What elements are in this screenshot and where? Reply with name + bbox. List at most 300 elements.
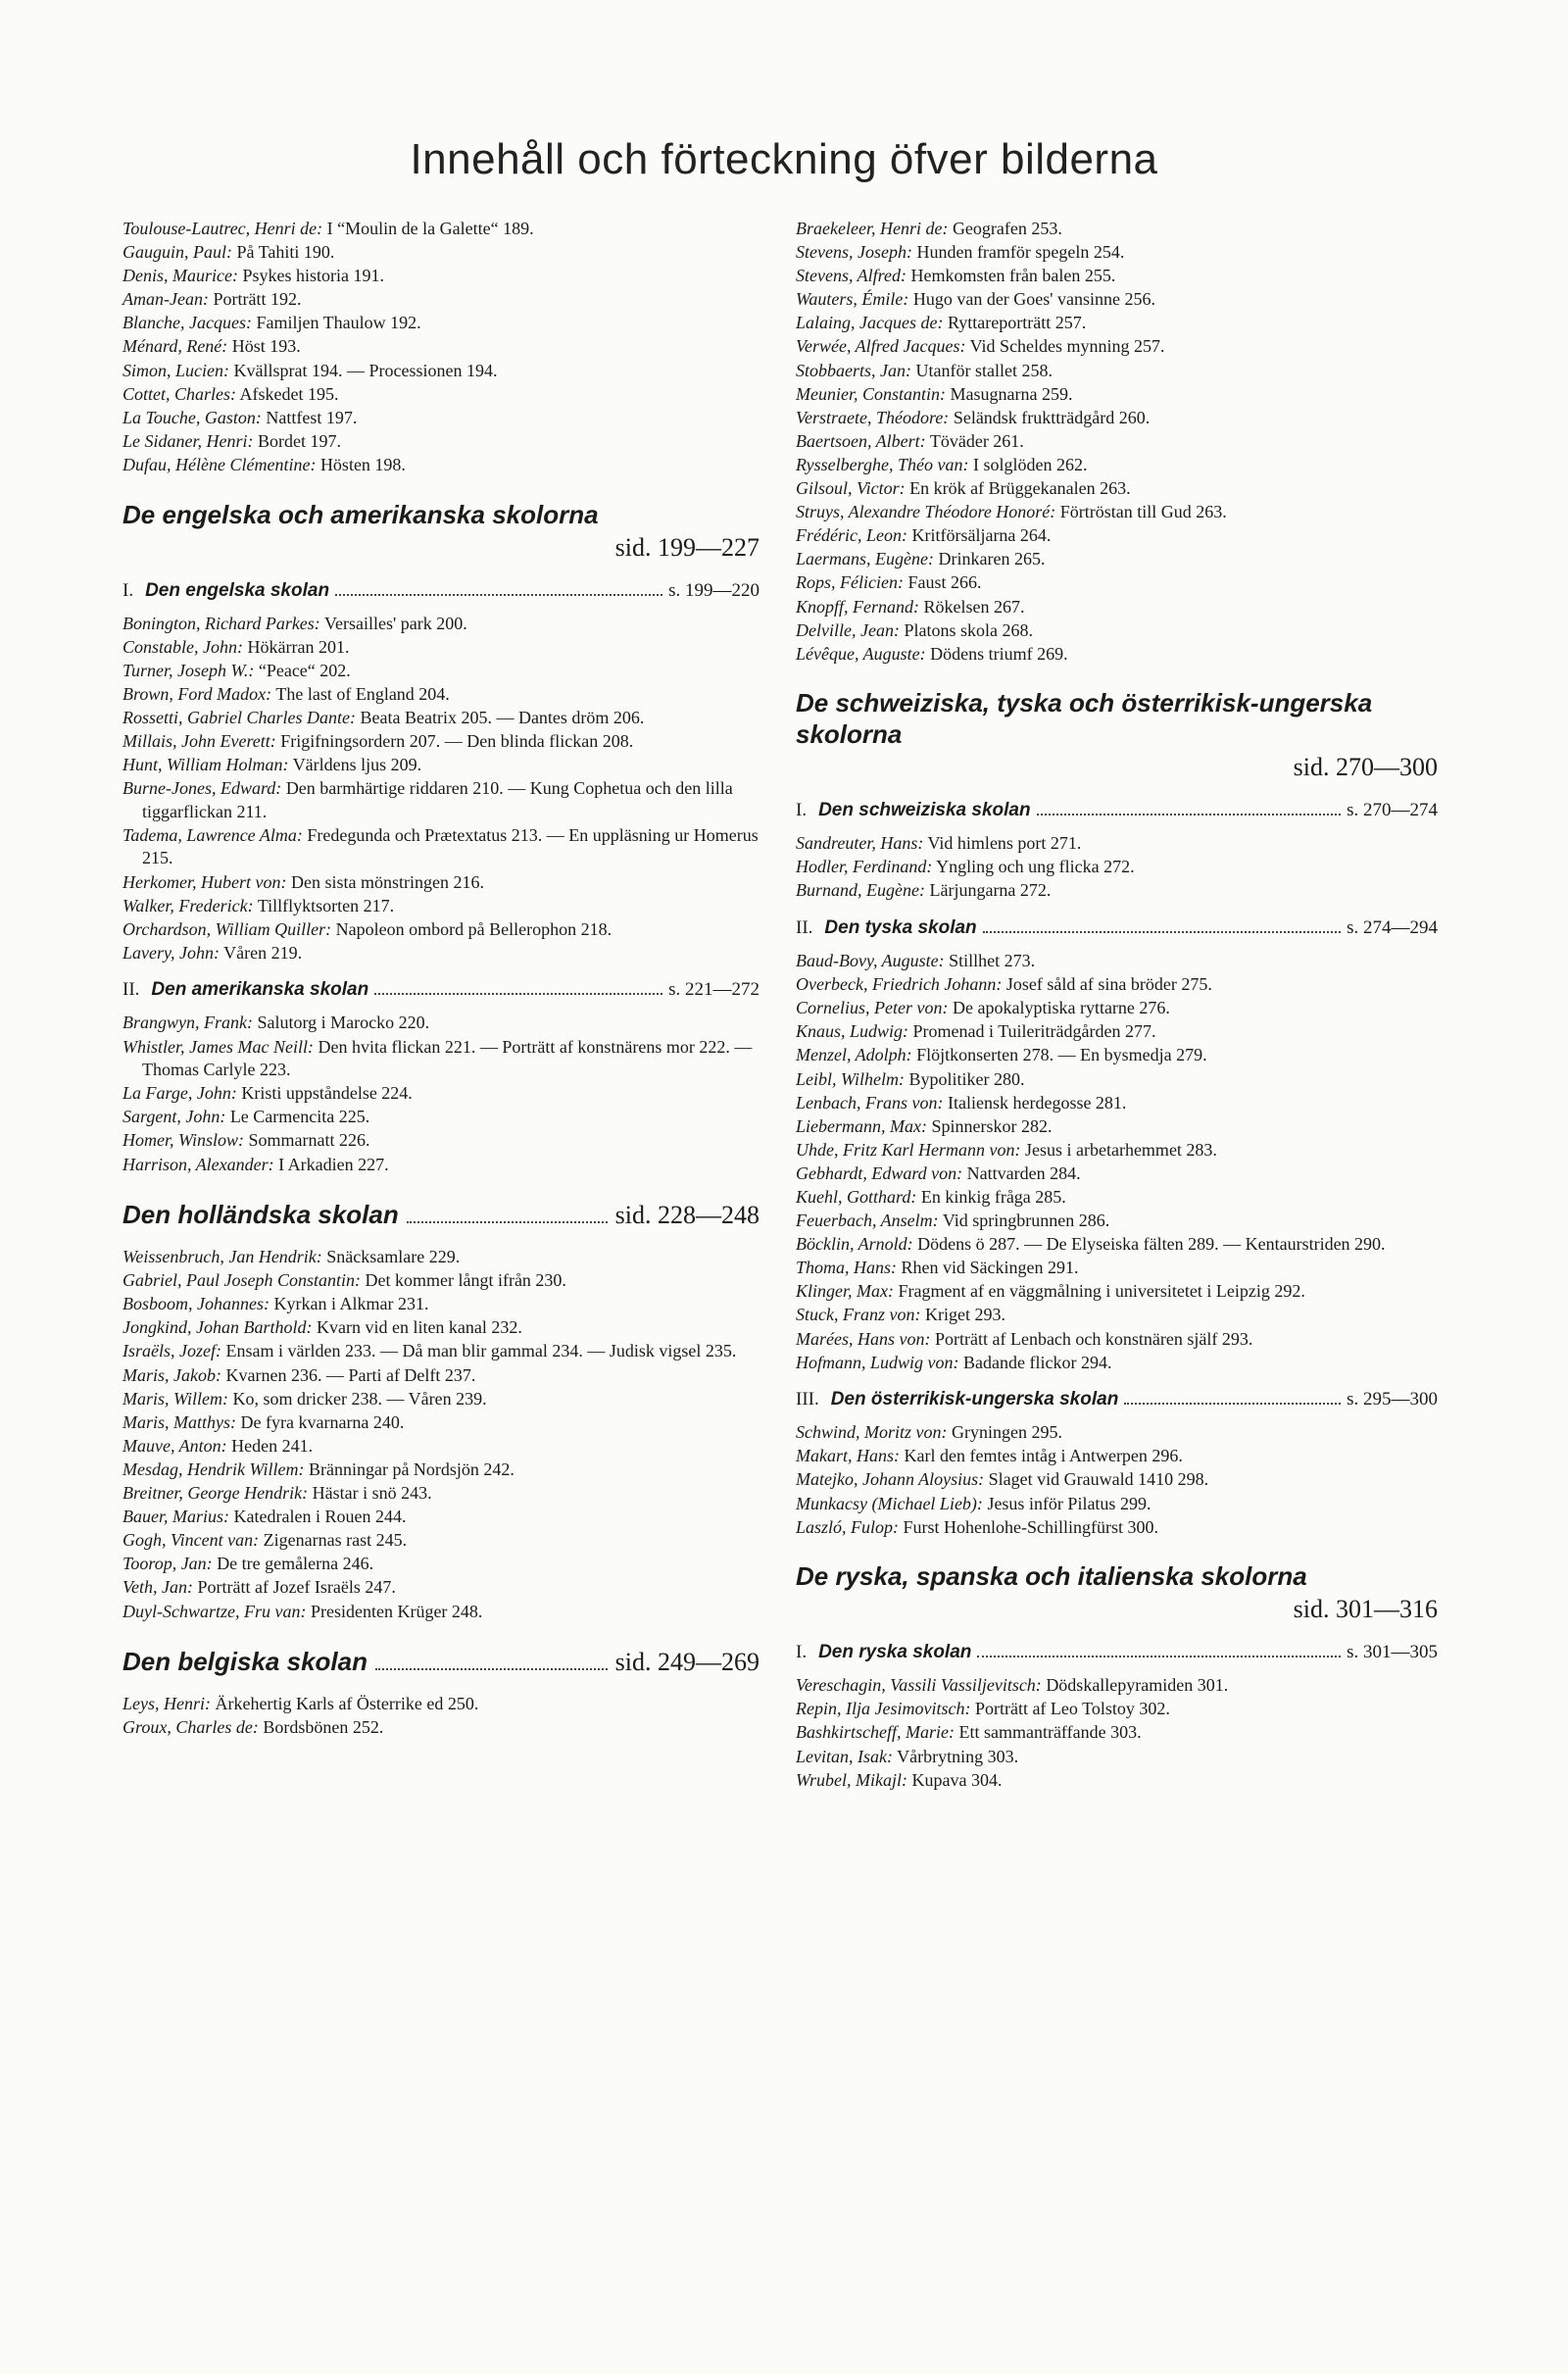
leader-dots bbox=[407, 1221, 608, 1223]
index-entry bbox=[796, 619, 1438, 643]
subsection-pages: s. 274—294 bbox=[1347, 917, 1438, 939]
index-entry bbox=[122, 660, 760, 683]
work-title: Porträtt af Leo Tolstoy 302. bbox=[974, 1699, 1170, 1719]
work-title: The last of England 204. bbox=[275, 683, 450, 704]
work-title: En krök af Brüggekanalen 263. bbox=[909, 478, 1131, 499]
work-title: En kinkig fråga 285. bbox=[920, 1187, 1066, 1207]
index-entry bbox=[122, 1364, 760, 1388]
artist-name: Leys, Henri: bbox=[122, 1694, 211, 1714]
index-entry bbox=[796, 832, 1438, 856]
work-title: Ett sammanträffande 303. bbox=[958, 1722, 1142, 1743]
work-title: Det kommer långt ifrån 230. bbox=[365, 1270, 566, 1291]
work-title: I solglöden 262. bbox=[972, 454, 1088, 474]
index-entry bbox=[796, 1468, 1438, 1492]
work-title: Den hvita flickan 221. — Porträtt af konstnärens mor 222. — Thomas Carlyle 223. bbox=[142, 1036, 753, 1080]
entries-belgian-continued bbox=[796, 218, 1438, 666]
index-entry bbox=[122, 1246, 760, 1269]
work-title: Yngling och ung flicka 272. bbox=[936, 857, 1135, 877]
section-pages: sid. 249—269 bbox=[614, 1648, 760, 1677]
work-title: Sommarnatt 226. bbox=[248, 1130, 370, 1151]
entries-french-continued bbox=[122, 218, 760, 477]
index-entry bbox=[796, 596, 1438, 619]
work-title: Fredegunda och Prætextatus 213. — En uppläsning ur Homerus 215. bbox=[142, 824, 759, 868]
work-title: Katedralen i Rouen 244. bbox=[233, 1507, 407, 1527]
work-title: Ärkehertig Karls af Österrike ed 250. bbox=[215, 1694, 479, 1714]
work-title: Hemkomsten från balen 255. bbox=[910, 266, 1116, 286]
artist-name: Delville, Jean: bbox=[796, 619, 900, 640]
artist-name: Verstraete, Théodore: bbox=[796, 407, 950, 427]
index-entry bbox=[122, 918, 760, 942]
work-title: Rhen vid Säckingen 291. bbox=[901, 1258, 1079, 1278]
artist-name: Sandreuter, Hans: bbox=[796, 833, 924, 854]
artist-name: Gogh, Vincent van: bbox=[122, 1530, 260, 1551]
index-entry bbox=[122, 265, 760, 288]
entries-english bbox=[122, 613, 760, 965]
index-entry bbox=[122, 288, 760, 312]
work-title: Jesus inför Pilatus 299. bbox=[987, 1493, 1152, 1513]
index-entry bbox=[122, 1553, 760, 1576]
leader-dots bbox=[1124, 1403, 1341, 1405]
subsection-title: Den engelska skolan bbox=[145, 579, 330, 601]
work-title: Kupava 304. bbox=[911, 1769, 1003, 1790]
index-entry bbox=[796, 1328, 1438, 1352]
index-entry bbox=[122, 241, 760, 265]
work-title: Nattvarden 284. bbox=[966, 1162, 1081, 1183]
index-entry bbox=[122, 1106, 760, 1129]
work-title: I “Moulin de la Galette“ 189. bbox=[326, 219, 534, 238]
artist-name: Rops, Félicien: bbox=[796, 572, 904, 593]
artist-name: Overbeck, Friedrich Johann: bbox=[796, 974, 1003, 995]
artist-name: Walker, Frederick: bbox=[122, 895, 254, 915]
index-entry bbox=[122, 824, 760, 870]
entries-russian bbox=[796, 1674, 1438, 1792]
index-entry bbox=[122, 1293, 760, 1316]
artist-name: Marées, Hans von: bbox=[796, 1328, 931, 1349]
work-title: Badande flickor 294. bbox=[963, 1352, 1112, 1372]
index-entry bbox=[796, 477, 1438, 501]
artist-name: Baertsoen, Albert: bbox=[796, 430, 926, 451]
artist-name: Maris, Jakob: bbox=[122, 1364, 221, 1385]
artist-name: Breitner, George Hendrik: bbox=[122, 1483, 309, 1504]
index-entry bbox=[796, 218, 1438, 241]
work-title: Afskedet 195. bbox=[239, 383, 339, 404]
work-title: Napoleon ombord på Bellerophon 218. bbox=[335, 918, 612, 939]
index-entry bbox=[796, 1115, 1438, 1139]
work-title: Versailles' park 200. bbox=[323, 613, 467, 633]
artist-name: Groux, Charles de: bbox=[122, 1717, 259, 1738]
work-title: Kvarnen 236. — Parti af Delft 237. bbox=[225, 1364, 476, 1385]
work-title: Kriget 293. bbox=[924, 1305, 1005, 1325]
artist-name: Repin, Ilja Jesimovitsch: bbox=[796, 1699, 971, 1719]
index-entry bbox=[796, 407, 1438, 430]
work-title: Ryttareporträtt 257. bbox=[947, 313, 1087, 333]
artist-name: Hodler, Ferdinand: bbox=[796, 857, 933, 877]
work-title: Faust 266. bbox=[907, 572, 982, 593]
index-entry bbox=[122, 383, 760, 407]
index-entry bbox=[122, 1482, 760, 1506]
artist-name: Cornelius, Peter von: bbox=[796, 998, 949, 1018]
artist-name: Whistler, James Mac Neill: bbox=[122, 1036, 314, 1057]
subsection-number: II. bbox=[796, 917, 813, 939]
work-title: Tillflyktsorten 217. bbox=[257, 895, 395, 915]
work-title: Bypolitiker 280. bbox=[908, 1068, 1025, 1089]
index-entry bbox=[122, 777, 760, 823]
subsection-pages: s. 301—305 bbox=[1347, 1642, 1438, 1663]
section-heading-english-american: De engelska och amerikanska skolorna bbox=[122, 499, 599, 529]
work-title: Masugnarna 259. bbox=[950, 383, 1073, 404]
index-entry bbox=[122, 1506, 760, 1529]
section-pages-english-american: sid. 199—227 bbox=[614, 532, 760, 562]
right-column bbox=[796, 218, 1438, 1793]
index-entry bbox=[796, 1516, 1438, 1540]
work-title: Lärjungarna 272. bbox=[929, 880, 1052, 901]
artist-name: Brown, Ford Madox: bbox=[122, 683, 272, 704]
artist-name: Feuerbach, Anselm: bbox=[796, 1211, 939, 1231]
index-entry bbox=[796, 1304, 1438, 1327]
index-entry bbox=[122, 407, 760, 430]
artist-name: Laszló, Fulop: bbox=[796, 1516, 900, 1537]
leader-dots bbox=[1037, 814, 1342, 816]
work-title: Nattfest 197. bbox=[266, 407, 358, 427]
work-title: Le Carmencita 225. bbox=[229, 1107, 370, 1127]
work-title: Ko, som dricker 238. — Våren 239. bbox=[232, 1388, 487, 1409]
work-title: Geografen 253. bbox=[952, 219, 1062, 238]
entries-austrian bbox=[796, 1421, 1438, 1539]
work-title: Snäcksamlare 229. bbox=[326, 1247, 461, 1267]
index-entry bbox=[122, 1340, 760, 1363]
artist-name: Laermans, Eugène: bbox=[796, 549, 934, 569]
index-entry bbox=[796, 856, 1438, 879]
index-entry bbox=[796, 1769, 1438, 1793]
work-title: Hunden framför spegeln 254. bbox=[916, 242, 1125, 263]
work-title: Bränningar på Nordsjön 242. bbox=[308, 1459, 514, 1479]
artist-name: Cottet, Charles: bbox=[122, 383, 236, 404]
index-entry bbox=[796, 1280, 1438, 1304]
index-entry bbox=[122, 1388, 760, 1411]
work-title: Kyrkan i Alkmar 231. bbox=[273, 1294, 429, 1314]
work-title: Höst 193. bbox=[231, 336, 301, 357]
section-heading-belgian bbox=[122, 1647, 760, 1677]
artist-name: Toorop, Jan: bbox=[122, 1554, 213, 1574]
index-entry bbox=[796, 1674, 1438, 1698]
index-entry bbox=[122, 613, 760, 636]
section-heading-russian-spanish-italian: De ryska, spanska och italienska skolorna bbox=[796, 1561, 1307, 1592]
index-entry bbox=[796, 1445, 1438, 1468]
section-title: Den holländska skolan bbox=[122, 1200, 399, 1230]
artist-name: Levitan, Isak: bbox=[796, 1746, 893, 1766]
artist-name: Wrubel, Mikajl: bbox=[796, 1769, 907, 1790]
artist-name: Millais, John Everett: bbox=[122, 731, 276, 751]
work-title: Gryningen 295. bbox=[952, 1422, 1062, 1443]
entries-german bbox=[796, 950, 1438, 1374]
index-entry bbox=[122, 895, 760, 918]
work-title: Ensam i världen 233. — Då man blir gammal 234. — Judisk vigsel 235. bbox=[225, 1341, 737, 1361]
subsection-pages: s. 295—300 bbox=[1347, 1389, 1438, 1410]
artist-name: Turner, Joseph W.: bbox=[122, 660, 255, 680]
work-title: Kristi uppståndelse 224. bbox=[241, 1083, 413, 1104]
leader-dots bbox=[375, 1668, 608, 1670]
artist-name: Denis, Maurice: bbox=[122, 266, 238, 286]
work-title: Den barmhärtige riddaren 210. — Kung Cophetua och den lilla tiggarflickan 211. bbox=[142, 778, 733, 821]
index-entry bbox=[122, 1036, 760, 1082]
artist-name: Rossetti, Gabriel Charles Dante: bbox=[122, 707, 356, 727]
artist-name: Orchardson, William Quiller: bbox=[122, 918, 332, 939]
work-title: Drinkaren 265. bbox=[938, 549, 1046, 569]
artist-name: Homer, Winslow: bbox=[122, 1130, 245, 1151]
artist-name: Bauer, Marius: bbox=[122, 1507, 229, 1527]
section-title: Den belgiska skolan bbox=[122, 1647, 368, 1677]
index-entry bbox=[122, 683, 760, 707]
section-heading-swiss-german-austrian: De schweiziska, tyska och österrikisk-ungerska skolorna bbox=[796, 688, 1373, 750]
work-title: De fyra kvarnarna 240. bbox=[240, 1411, 405, 1432]
work-title: Promenad i Tuileriträdgården 277. bbox=[912, 1021, 1156, 1042]
index-entry bbox=[122, 1459, 760, 1482]
index-entry bbox=[796, 1186, 1438, 1210]
artist-name: Mauve, Anton: bbox=[122, 1435, 227, 1456]
index-entry bbox=[122, 1411, 760, 1435]
index-entry bbox=[796, 1698, 1438, 1721]
index-entry bbox=[796, 997, 1438, 1020]
section-pages-russian-spanish-italian: sid. 301—316 bbox=[1293, 1595, 1438, 1624]
artist-name: Veth, Jan: bbox=[122, 1577, 193, 1598]
artist-name: Le Sidaner, Henri: bbox=[122, 430, 254, 451]
index-entry bbox=[122, 360, 760, 383]
work-title: Dödskallepyramiden 301. bbox=[1046, 1675, 1229, 1696]
index-entry bbox=[796, 1493, 1438, 1516]
index-entry bbox=[796, 1068, 1438, 1092]
work-title: Zigenarnas rast 245. bbox=[263, 1530, 408, 1551]
index-entry bbox=[796, 973, 1438, 997]
artist-name: Meunier, Constantin: bbox=[796, 383, 946, 404]
leader-dots bbox=[374, 993, 662, 995]
work-title: Spinnerskor 282. bbox=[931, 1115, 1053, 1136]
page-title: Innehåll och förteckning öfver bilderna bbox=[410, 135, 1158, 183]
artist-name: Rysselberghe, Théo van: bbox=[796, 454, 969, 474]
index-entry bbox=[796, 1233, 1438, 1257]
index-entry bbox=[796, 1044, 1438, 1067]
index-entry bbox=[122, 1012, 760, 1035]
index-entry bbox=[796, 643, 1438, 667]
section-pages: sid. 228—248 bbox=[614, 1201, 760, 1230]
work-title: Seländsk fruktträdgård 260. bbox=[953, 407, 1151, 427]
work-title: Jesus i arbetarhemmet 283. bbox=[1024, 1139, 1217, 1160]
artist-name: Kuehl, Gotthard: bbox=[796, 1187, 917, 1207]
artist-name: Knopff, Fernand: bbox=[796, 596, 919, 617]
artist-name: Blanche, Jacques: bbox=[122, 313, 252, 333]
artist-name: Böcklin, Arnold: bbox=[796, 1234, 913, 1255]
subsection-number: I. bbox=[122, 579, 134, 601]
index-entry bbox=[796, 383, 1438, 407]
subsection-pages: s. 270—274 bbox=[1347, 800, 1438, 821]
work-title: Psykes historia 191. bbox=[242, 266, 384, 286]
work-title: Hugo van der Goes' vansinne 256. bbox=[912, 289, 1156, 310]
artist-name: Lévêque, Auguste: bbox=[796, 643, 926, 664]
entries-belgian bbox=[122, 1693, 760, 1740]
work-title: De tre gemålerna 246. bbox=[217, 1554, 374, 1574]
artist-name: Duyl-Schwartze, Fru van: bbox=[122, 1601, 307, 1621]
artist-name: Hofmann, Ludwig von: bbox=[796, 1352, 959, 1372]
index-entry bbox=[796, 335, 1438, 359]
artist-name: Brangwyn, Frank: bbox=[122, 1013, 253, 1033]
index-entry bbox=[122, 1601, 760, 1624]
artist-name: Menzel, Adolph: bbox=[796, 1045, 912, 1065]
work-title: Töväder 261. bbox=[929, 430, 1024, 451]
index-entry bbox=[796, 312, 1438, 335]
artist-name: Bonington, Richard Parkes: bbox=[122, 613, 320, 633]
artist-name: Constable, John: bbox=[122, 636, 243, 657]
work-title: Salutorg i Marocko 220. bbox=[257, 1013, 430, 1033]
index-entry bbox=[122, 730, 760, 754]
work-title: I Arkadien 227. bbox=[278, 1154, 389, 1174]
index-entry bbox=[122, 1576, 760, 1600]
work-title: Beata Beatrix 205. — Dantes dröm 206. bbox=[360, 707, 645, 727]
artist-name: Lavery, John: bbox=[122, 942, 220, 963]
subsection-swiss bbox=[796, 799, 1438, 822]
artist-name: Gauguin, Paul: bbox=[122, 242, 232, 263]
artist-name: Stobbaerts, Jan: bbox=[796, 360, 911, 380]
artist-name: Liebermann, Max: bbox=[796, 1115, 927, 1136]
subsection-title: Den schweiziska skolan bbox=[818, 800, 1031, 821]
artist-name: Ménard, René: bbox=[122, 336, 228, 357]
artist-name: Gabriel, Paul Joseph Constantin: bbox=[122, 1270, 361, 1291]
index-entry bbox=[796, 524, 1438, 548]
work-title: Rökelsen 267. bbox=[923, 596, 1025, 617]
artist-name: Bosboom, Johannes: bbox=[122, 1294, 270, 1314]
entries-swiss bbox=[796, 832, 1438, 903]
index-entry bbox=[122, 454, 760, 477]
work-title: Bordsbönen 252. bbox=[263, 1717, 384, 1738]
work-title: Frigifningsordern 207. — Den blinda flickan 208. bbox=[280, 731, 634, 751]
entries-dutch bbox=[122, 1246, 760, 1623]
subsection-pages: s. 199—220 bbox=[668, 579, 760, 601]
index-entry bbox=[122, 1529, 760, 1553]
work-title: Furst Hohenlohe-Schillingfürst 300. bbox=[903, 1516, 1158, 1537]
artist-name: Aman-Jean: bbox=[122, 289, 209, 310]
index-entry bbox=[122, 1269, 760, 1293]
work-title: Kvarn vid en liten kanal 232. bbox=[316, 1317, 522, 1338]
work-title: Dödens triumf 269. bbox=[930, 643, 1068, 664]
work-title: Italiensk herdegosse 281. bbox=[947, 1092, 1127, 1113]
index-entry bbox=[796, 1721, 1438, 1745]
index-entry bbox=[796, 288, 1438, 312]
artist-name: Baud-Bovy, Auguste: bbox=[796, 951, 945, 971]
work-title: Vårbrytning 303. bbox=[897, 1746, 1019, 1766]
index-entry bbox=[796, 430, 1438, 454]
work-title: Vid springbrunnen 286. bbox=[942, 1211, 1110, 1231]
index-entry bbox=[796, 1352, 1438, 1375]
subsection-number: I. bbox=[796, 1642, 808, 1663]
work-title: Fragment af en väggmålning i universitetet i Leipzig 292. bbox=[898, 1281, 1305, 1302]
artist-name: Herkomer, Hubert von: bbox=[122, 871, 287, 892]
artist-name: Struys, Alexandre Théodore Honoré: bbox=[796, 502, 1056, 522]
artist-name: Burnand, Eugène: bbox=[796, 880, 925, 901]
artist-name: Maris, Matthys: bbox=[122, 1411, 236, 1432]
index-entry bbox=[796, 1020, 1438, 1044]
index-entry bbox=[122, 1154, 760, 1177]
work-title: Platons skola 268. bbox=[904, 619, 1033, 640]
artist-name: Tadema, Lawrence Alma: bbox=[122, 824, 303, 845]
subsection-title: Den ryska skolan bbox=[818, 1642, 972, 1663]
work-title: Vid Scheldes mynning 257. bbox=[969, 336, 1165, 357]
artist-name: Wauters, Émile: bbox=[796, 289, 909, 310]
artist-name: Stevens, Alfred: bbox=[796, 266, 906, 286]
index-entry bbox=[122, 942, 760, 965]
subsection-american bbox=[122, 978, 760, 1002]
leader-dots bbox=[335, 594, 662, 596]
index-entry bbox=[796, 1210, 1438, 1233]
index-entry bbox=[796, 1257, 1438, 1280]
work-title: De apokalyptiska ryttarne 276. bbox=[952, 998, 1170, 1018]
work-title: Stillhet 273. bbox=[949, 951, 1036, 971]
subsection-austrian bbox=[796, 1388, 1438, 1411]
work-title: På Tahiti 190. bbox=[236, 242, 335, 263]
index-entry bbox=[796, 548, 1438, 571]
work-title: Porträtt af Jozef Israëls 247. bbox=[197, 1577, 396, 1598]
work-title: Förtröstan till Gud 263. bbox=[1059, 502, 1227, 522]
index-entry bbox=[796, 1421, 1438, 1445]
artist-name: Burne-Jones, Edward: bbox=[122, 778, 282, 799]
index-entry bbox=[122, 312, 760, 335]
subsection-english bbox=[122, 579, 760, 603]
artist-name: Sargent, John: bbox=[122, 1107, 226, 1127]
index-entry bbox=[796, 501, 1438, 524]
artist-name: Verwée, Alfred Jacques: bbox=[796, 336, 966, 357]
artist-name: Simon, Lucien: bbox=[122, 360, 229, 380]
index-entry bbox=[796, 571, 1438, 595]
artist-name: La Farge, John: bbox=[122, 1083, 237, 1104]
artist-name: Jongkind, Johan Barthold: bbox=[122, 1317, 313, 1338]
entries-american bbox=[122, 1012, 760, 1176]
index-entry bbox=[122, 1129, 760, 1153]
artist-name: Leibl, Wilhelm: bbox=[796, 1068, 905, 1089]
artist-name: Thoma, Hans: bbox=[796, 1258, 898, 1278]
work-title: Dödens ö 287. — De Elyseiska fälten 289. — Kentaurstriden 290. bbox=[917, 1234, 1386, 1255]
subsection-title: Den tyska skolan bbox=[824, 917, 977, 939]
work-title: Den sista mönstringen 216. bbox=[290, 871, 484, 892]
artist-name: Gilsoul, Victor: bbox=[796, 478, 906, 499]
artist-name: Bashkirtscheff, Marie: bbox=[796, 1722, 955, 1743]
work-title: Våren 219. bbox=[223, 942, 303, 963]
work-title: Vid himlens port 271. bbox=[927, 833, 1082, 854]
artist-name: Gebhardt, Edward von: bbox=[796, 1162, 963, 1183]
artist-name: Frédéric, Leon: bbox=[796, 525, 907, 546]
artist-name: La Touche, Gaston: bbox=[122, 407, 262, 427]
artist-name: Mesdag, Hendrik Willem: bbox=[122, 1459, 305, 1479]
artist-name: Hunt, William Holman: bbox=[122, 755, 289, 775]
subsection-title: Den amerikanska skolan bbox=[151, 979, 369, 1001]
left-column bbox=[122, 218, 760, 1740]
artist-name: Uhde, Fritz Karl Hermann von: bbox=[796, 1139, 1021, 1160]
work-title: Hästar i snö 243. bbox=[312, 1483, 432, 1504]
work-title: Kvällsprat 194. — Processionen 194. bbox=[233, 360, 498, 380]
subsection-russian bbox=[796, 1641, 1438, 1664]
artist-name: Vereschagin, Vassili Vassiljevitsch: bbox=[796, 1675, 1042, 1696]
section-pages-swiss-german-austrian: sid. 270—300 bbox=[1293, 753, 1438, 782]
artist-name: Israëls, Jozef: bbox=[122, 1341, 221, 1361]
work-title: Kritförsäljarna 264. bbox=[911, 525, 1052, 546]
subsection-number: II. bbox=[122, 979, 140, 1001]
work-title: Hökärran 201. bbox=[247, 636, 350, 657]
index-entry bbox=[122, 335, 760, 359]
artist-name: Toulouse-Lautrec, Henri de: bbox=[122, 219, 323, 238]
index-entry bbox=[122, 1082, 760, 1106]
artist-name: Braekeleer, Henri de: bbox=[796, 219, 949, 238]
subsection-title: Den österrikisk-ungerska skolan bbox=[830, 1389, 1119, 1410]
artist-name: Dufau, Hélène Clémentine: bbox=[122, 454, 317, 474]
index-entry bbox=[796, 265, 1438, 288]
index-entry bbox=[122, 636, 760, 660]
artist-name: Knaus, Ludwig: bbox=[796, 1021, 909, 1042]
